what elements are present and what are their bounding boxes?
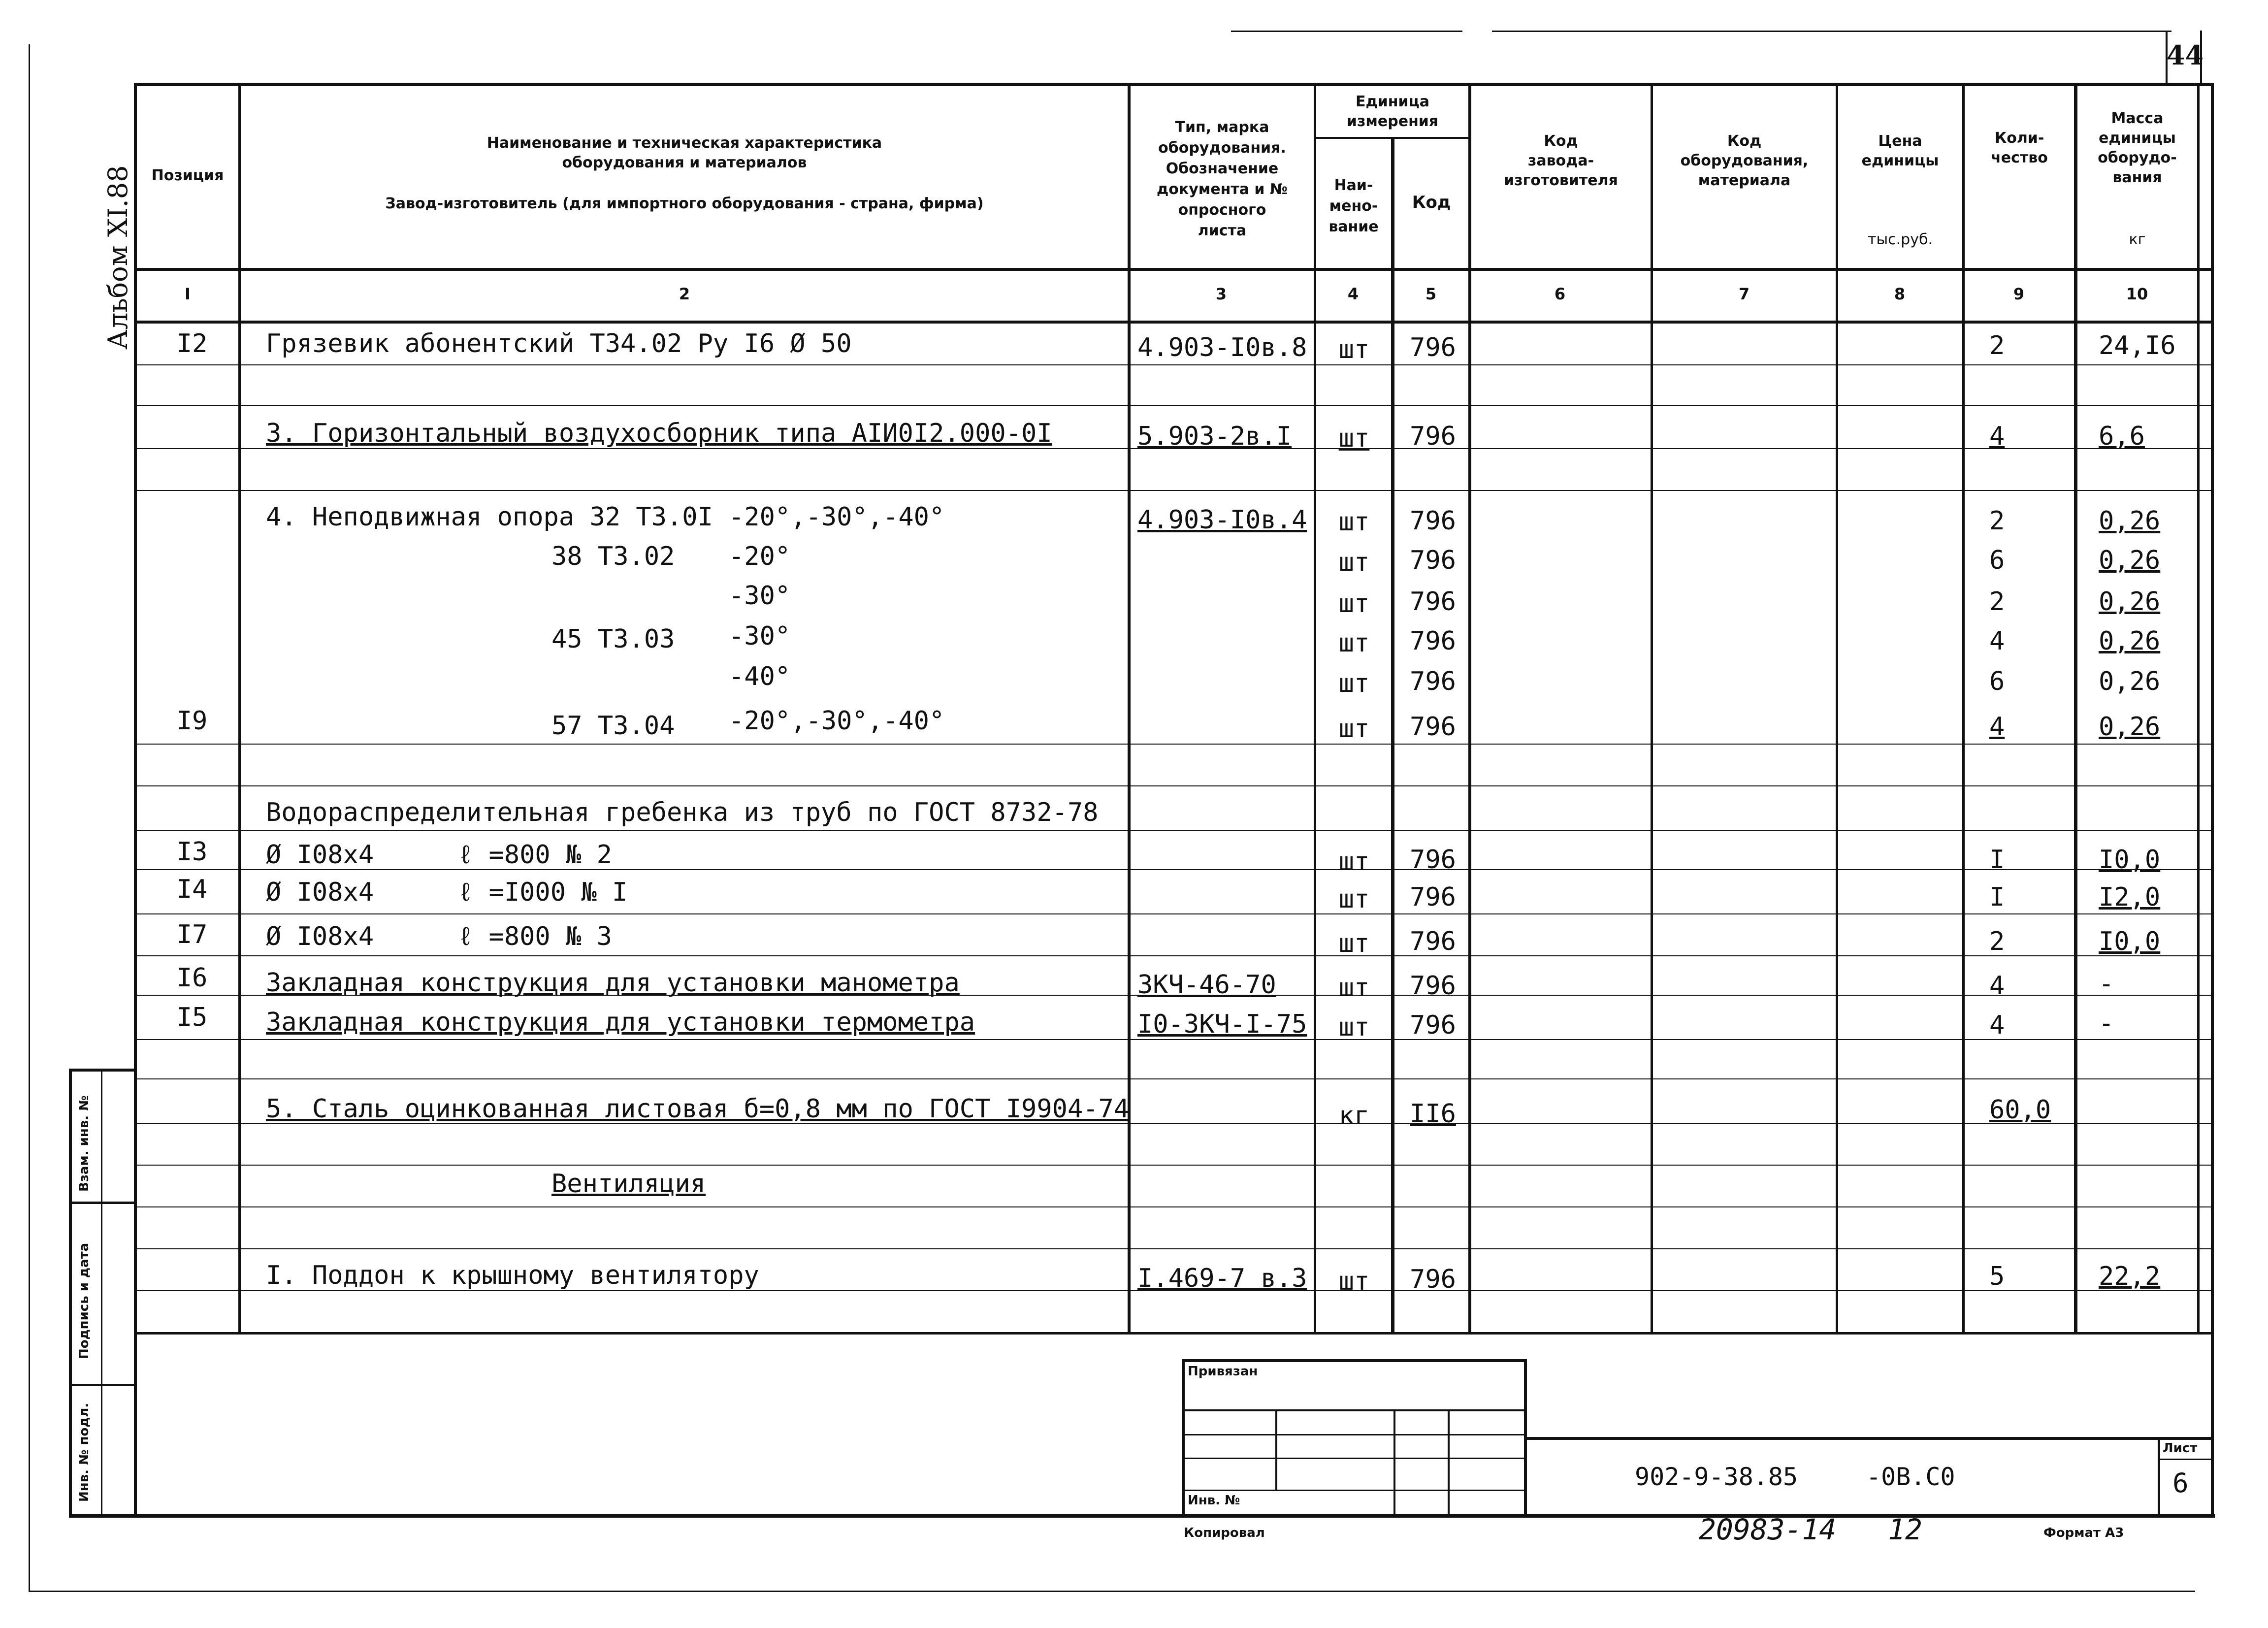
r11-name: Ø I08x4 [266,878,374,907]
header-equip-code-l2: оборудования, [1680,152,1809,169]
r3-unit: шт [1338,507,1370,537]
r2-name: 3. Горизонтальный воздухосборник типа АIИ0I2.000-0I [266,419,1052,448]
r2-mass: 6,6 [2099,422,2145,451]
tb-outer-left [1182,1359,1185,1517]
r10-unit: шт [1338,847,1370,877]
r8-temp: -20°,-30°,-40° [729,706,945,736]
r3-temp: -20°,-30°,-40° [729,502,945,532]
stamp-strip-top [69,1069,137,1072]
r2-code: 796 [1410,422,1456,451]
r12-name: Ø I08x4 [266,922,374,951]
r15-qty: 60,0 [1989,1095,2051,1125]
row-sep [134,830,2212,831]
r17-name: I. Поддон к крышному вентилятору [266,1261,759,1290]
r6-mass: 0,26 [2099,626,2161,656]
row-sep [134,1039,2212,1040]
colnum-7: 7 [1738,285,1750,303]
colnum-4: 4 [1347,285,1359,303]
r17-code: 796 [1410,1265,1456,1294]
r9-name: Водораспределительная гребенка из труб по ГОСТ 8732-78 [266,798,1099,827]
row-sep [134,1206,2212,1207]
header-unit-group-l1: Единица [1356,93,1429,110]
r11-pos: I4 [176,875,208,904]
page-bottom-edge [29,1591,2195,1592]
row-sep [134,955,2212,956]
r4-unit: шт [1338,548,1370,577]
page-left-edge [29,44,30,1591]
r1-qty: 2 [1989,331,2005,360]
tb-row-4 [1182,1490,1526,1491]
col-line-10 [2197,83,2200,1334]
stamp-vzam: Взам. инв. № [77,1095,92,1192]
tb-col-b [1393,1409,1395,1517]
table-colnum-bottom [134,321,2212,324]
header-equip-code-l3: материала [1698,172,1791,189]
header-type-l3: Обозначение [1166,160,1279,177]
r8-code: 796 [1410,712,1456,742]
r5-unit: шт [1338,589,1370,619]
colnum-6: 6 [1554,285,1566,303]
r2-doc: 5.903-2в.I [1137,422,1292,451]
r11-code: 796 [1410,882,1456,912]
col-line-7 [1836,83,1838,1334]
header-unit-code: Код [1412,193,1451,212]
r17-doc: I.469-7 в.3 [1137,1264,1307,1293]
r12-qty: 2 [1989,927,2005,956]
r14-unit: шт [1338,1012,1370,1042]
r2-qty: 4 [1989,422,2005,451]
r12-unit: шт [1338,929,1370,958]
r7-qty: 6 [1989,667,2005,696]
r1-code: 796 [1410,333,1456,362]
album-label: Альбом XI.88 [102,165,133,350]
tb-handwritten: 20983-14 12 [1699,1513,1922,1546]
header-name-l1: Наименование и техническая характеристика [486,134,882,152]
row-sep [134,1165,2212,1166]
header-position: Позиция [151,167,224,184]
header-price-unit: тыс.руб. [1867,231,1933,248]
r10-pos: I3 [176,837,208,867]
header-mass-l1: Масса [2111,110,2164,127]
r6-qty: 4 [1989,626,2005,656]
stamp-inv: Инв. № подл. [77,1402,92,1502]
r13-pos: I6 [176,963,208,993]
r4-name: 38 Т3.02 [551,542,675,571]
r15-name: 5. Сталь оцинкованная листовая б=0,8 мм по ГОСТ I9904-74 [266,1094,1130,1124]
stamp-strip-sep1 [69,1202,137,1204]
table-header-bottom [134,268,2212,271]
r4-code: 796 [1410,546,1456,575]
page-top-edge-b [1492,31,2171,32]
colnum-8: 8 [1894,285,1906,303]
r3-mass: 0,26 [2099,506,2161,536]
r3-name: 4. Неподвижная опора 32 Т3.0I [266,502,713,532]
table-top [134,83,2212,86]
header-type-l4: документа и № [1157,181,1288,198]
r8-unit: шт [1338,714,1370,744]
colnum-10: 10 [2126,285,2148,303]
r13-code: 796 [1410,971,1456,1001]
r6-unit: шт [1338,628,1370,658]
r14-pos: I5 [176,1003,208,1032]
r12-pos: I7 [176,920,208,949]
r12-len: ℓ =800 № 3 [458,922,612,951]
frame-right [2211,83,2214,1517]
tb-list-no: 6 [2172,1467,2189,1498]
header-factory-code-l2: завода- [1527,152,1594,169]
r10-name: Ø I08x4 [266,840,374,870]
r5-qty: 2 [1989,587,2005,617]
corner-mark: 44 [2167,39,2204,71]
r14-doc: I0-3КЧ-I-75 [1137,1009,1307,1039]
header-unit-name-l2: мено- [1329,197,1378,215]
r1-doc: 4.903-I0в.8 [1137,333,1307,362]
r3-doc: 4.903-I0в.4 [1137,505,1307,535]
r17-mass: 22,2 [2099,1262,2161,1291]
tb-privyazan: Привязан [1188,1364,1258,1379]
header-unit-group-l2: измерения [1346,113,1439,130]
tb-inv-no: Инв. № [1188,1493,1240,1508]
r2-unit: шт [1338,423,1370,453]
r11-unit: шт [1338,884,1370,914]
colnum-9: 9 [2013,285,2025,303]
r17-unit: шт [1338,1267,1370,1296]
r14-qty: 4 [1989,1010,2005,1040]
col-line-2 [1128,83,1131,1334]
r13-name: Закладная конструкция для установки манометра [266,968,960,998]
header-qty-l1: Коли- [1994,130,2044,147]
r8-pos: I9 [176,706,208,736]
row-sep [134,1248,2212,1249]
header-mass-l3: оборудо- [2098,149,2177,166]
table-body-bottom [134,1332,2212,1335]
r10-qty: I [1989,845,2005,875]
r1-mass: 24,I6 [2099,331,2176,360]
row-sep [134,913,2212,914]
tb-kopiroval: Копировал [1184,1526,1265,1540]
r15-unit: кг [1338,1101,1370,1131]
r5-temp: -30° [729,581,791,611]
col-line-5 [1468,83,1471,1334]
col-line-0 [134,83,137,1517]
r4-qty: 6 [1989,546,2005,575]
colnum-2: 2 [679,285,690,303]
r13-unit: шт [1338,973,1370,1003]
r11-len: ℓ =I000 № I [458,878,628,907]
colnum-3: 3 [1215,285,1227,303]
col-line-6 [1651,83,1653,1334]
header-type-l5: опросного [1178,201,1266,219]
row-sep [134,744,2212,745]
r10-code: 796 [1410,845,1456,875]
tb-outer-top [1182,1359,1526,1362]
unit-group-divider [1314,137,1471,139]
tb-doc-code: 902-9-38.85 [1635,1463,1798,1491]
stamp-strip-sep2 [69,1384,137,1386]
header-qty-l2: чество [1991,149,2048,166]
tb-row-1 [1182,1409,1526,1411]
r10-len: ℓ =800 № 2 [458,840,612,870]
header-price-l2: единицы [1861,152,1939,169]
r8-qty: 4 [1989,712,2005,742]
header-mass-l4: вания [2112,169,2162,186]
tb-format: Формат А3 [2043,1526,2124,1540]
r16-section-heading: Вентиляция [551,1169,706,1199]
r13-mass: - [2099,969,2114,999]
header-type-l2: оборудования. [1158,139,1286,157]
r12-mass: I0,0 [2099,927,2161,956]
tb-right-top [1524,1437,2213,1440]
header-factory-code-l3: изготовителя [1504,172,1618,189]
r7-unit: шт [1338,669,1370,698]
r6-code: 796 [1410,626,1456,656]
r1-name: Грязевик абонентский Т34.02 Ру I6 Ø 50 [266,329,852,358]
r7-code: 796 [1410,667,1456,696]
header-name-l2: оборудования и материалов [562,154,807,171]
r4-temp: -20° [729,542,791,571]
tb-col-c [1448,1409,1450,1517]
stamp-strip-col [101,1069,102,1517]
row-sep [134,405,2212,406]
col-line-9 [2074,83,2077,1334]
r3-code: 796 [1410,506,1456,536]
header-unit-name-l1: Наи- [1334,177,1373,194]
tb-list-left [2158,1437,2160,1517]
header-equip-code-l1: Код [1727,132,1762,150]
r6-temp: -30° [729,621,791,651]
r5-mass: 0,26 [2099,587,2161,617]
tb-col-a [1275,1409,1277,1491]
r7-mass: 0,26 [2099,667,2161,696]
r4-mass: 0,26 [2099,546,2161,575]
header-mass-unit: кг [2129,231,2146,248]
row-sep [134,785,2212,786]
r11-qty: I [1989,882,2005,912]
r3-qty: 2 [1989,506,2005,536]
col-line-8 [1962,83,1965,1334]
r15-code: II6 [1410,1099,1456,1129]
header-mass-l2: единицы [2099,130,2176,147]
page-top-edge-a [1231,31,1462,32]
header-type-l1: Тип, марка [1175,119,1269,136]
row-sep [134,364,2212,365]
r1-unit: шт [1338,335,1370,364]
r6-name: 45 Т3.03 [551,624,675,654]
r10-mass: I0,0 [2099,845,2161,875]
header-factory-code-l1: Код [1544,132,1578,150]
r13-qty: 4 [1989,971,2005,1001]
r5-code: 796 [1410,587,1456,617]
col-line-3 [1314,83,1316,1334]
stamp-strip-left [69,1069,72,1517]
tb-list-sep [2158,1459,2213,1460]
colnum-1: I [185,285,191,303]
r13-doc: 3КЧ-46-70 [1137,970,1276,1000]
r8-mass: 0,26 [2099,712,2161,742]
r12-code: 796 [1410,927,1456,956]
row-sep [134,490,2212,491]
row-sep [134,869,2212,870]
header-name-l3: Завод-изготовитель (для импортного оборудования - страна, фирма) [385,195,984,212]
r14-code: 796 [1410,1010,1456,1040]
header-type-l6: листа [1198,222,1247,239]
r14-name: Закладная конструкция для установки термометра [266,1008,975,1037]
r7-temp: -40° [729,662,791,691]
tb-row-2 [1182,1434,1526,1435]
row-sep [134,1078,2212,1079]
stamp-podp: Подпись и дата [77,1242,92,1359]
r1-pos: I2 [176,329,208,358]
r11-mass: I2,0 [2099,882,2161,912]
colnum-5: 5 [1425,285,1437,303]
header-price-l1: Цена [1878,132,1922,150]
r8-name: 57 Т3.04 [551,711,675,741]
tb-list-label: Лист [2163,1441,2198,1456]
r17-qty: 5 [1989,1262,2005,1291]
header-unit-name-l3: вание [1328,218,1379,235]
tb-row-3 [1182,1458,1526,1459]
tb-doc-suffix: -0В.С0 [1866,1463,1955,1491]
r14-mass: - [2099,1009,2114,1038]
